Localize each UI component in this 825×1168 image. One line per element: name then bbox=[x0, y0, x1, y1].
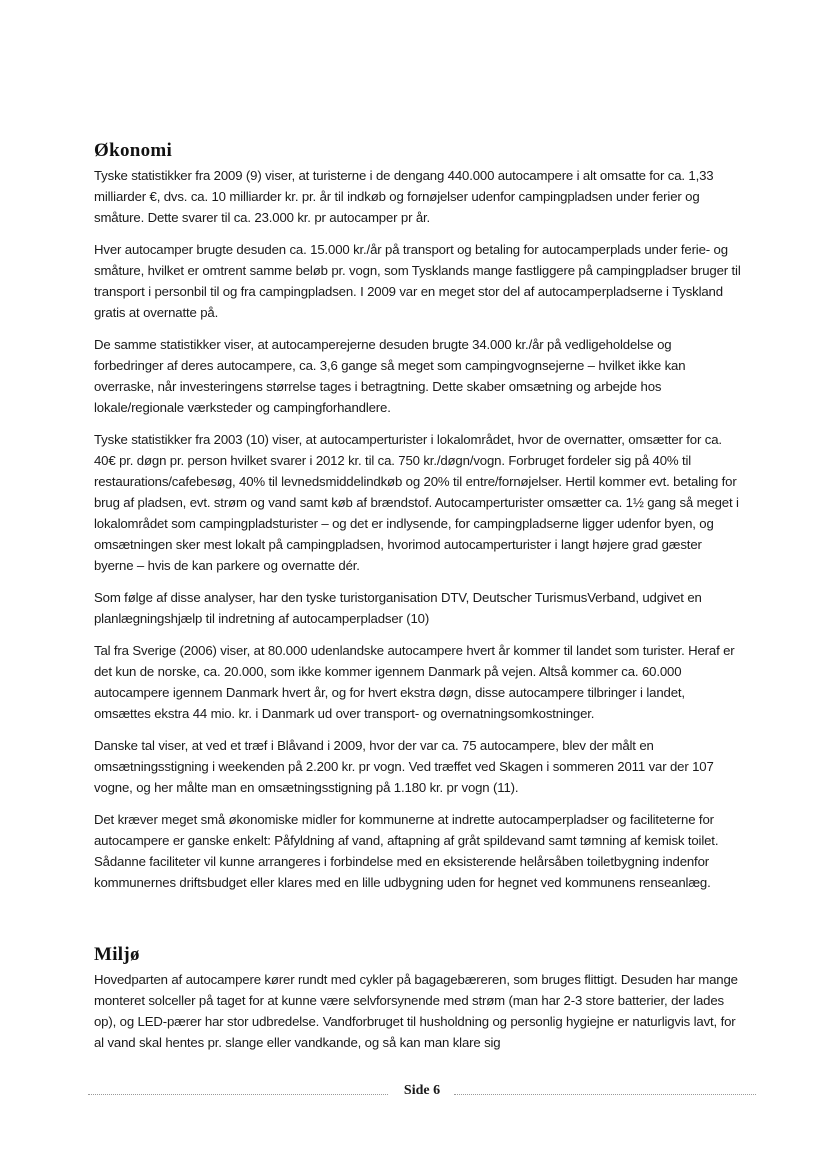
paragraph: De samme statistikker viser, at autocamperejerne desuden brugte 34.000 kr./år på vedligeholdelse og forbedringer af deres autocampere, ca. 3,6 gange så meget som campingvognsejerne – hvilket ikke kan overraske, når investeringens størrelse tages i betragtning. Dette skaber omsætning og arbejde hos lokale/regionale værksteder og campingforhandlere. bbox=[94, 337, 686, 415]
page-number-text: Side 6 bbox=[403, 1083, 441, 1098]
paragraph: Tyske statistikker fra 2009 (9) viser, at turisterne i de dengang 440.000 autocampere i alt omsatte for ca. 1,33 milliarder €, dvs. ca. 10 milliarder kr. pr. år til indkøb og fornøjelser udenfor campingpladsen under ferier og småture. Dette svarer til ca. 23.000 kr. pr autocamper pr år. bbox=[94, 168, 714, 225]
section-heading: Økonomi bbox=[94, 140, 173, 161]
section-miljo bbox=[94, 944, 744, 1064]
paragraph: Tyske statistikker fra 2003 (10) viser, at autocamperturister i lokalområdet, hvor de overnatter, omsætter for ca. 40€ pr. døgn pr. person hvilket svarer i 2012 kr. til ca. 750 kr./døgn/vogn. Forbruget fordeler sig på 40% til restaurations/cafebesøg, 40% til levnedsmiddelindkøb og 20% til entre/fornøjelser. Hertil kommer evt. betaling for brug af pladsen, evt. strøm og vand samt køb af brændstof. Autocamperturister omsætter ca. 1½ gang så meget i lokalområdet som campingpladsturister – og det er indlysende, for campingpladserne ligger udenfor byen, og omsætningen sker mest lokalt på campingpladsen, hvorimod autocamperturister i langt højere grad gæster byerne – hvis de kan parkere og overnatte dér. bbox=[94, 432, 739, 573]
paragraph: Som følge af disse analyser, har den tyske turistorganisation DTV, Deutscher TurismusVerband, udgivet en planlægningshjælp til indretning af autocamperpladser (10) bbox=[94, 590, 702, 626]
section-heading: Miljø bbox=[94, 944, 140, 965]
paragraph: Hovedparten af autocampere kører rundt med cykler på bagagebæreren, som bruges flittigt. Desuden har mange monteret solceller på taget for at kunne være selvforsynende med strøm (man har 2-3 store batterier, der lades op), og LED-pærer har stor udbredelse. Vandforbruget til husholdning og personlig hygiejne er naturligvis lavt, for al vand skal hentes pr. slange eller vandkande, og så kan man klare sig bbox=[94, 972, 738, 1050]
paragraph: Tal fra Sverige (2006) viser, at 80.000 udenlandske autocampere hvert år kommer til landet som turister. Heraf er det kun de norske, ca. 20.000, som ikke kommer igennem Danmark på vejen. Altså kommer ca. 60.000 autocampere igennem Danmark hvert år, og for hvert ekstra døgn, disse autocampere tilbringer i landet, omsættes ekstra 44 mio. kr. i Danmark ud over transport- og overnatningsomkostninger. bbox=[94, 643, 735, 721]
footer-divider-right bbox=[454, 1094, 756, 1095]
page-footer bbox=[88, 1083, 756, 1103]
paragraph: Hver autocamper brugte desuden ca. 15.000 kr./år på transport og betaling for autocamperplads under ferie- og småture, hvilket er omtrent samme beløb pr. vogn, som Tysklands mange fastliggere på campingpladser bruger til transport i personbil til og fra campingpladsen. I 2009 var en meget stor del af autocamperpladserne i Tyskland gratis at overnatte på. bbox=[94, 242, 741, 320]
footer-divider-left bbox=[88, 1094, 388, 1095]
section-okonomi bbox=[94, 140, 744, 904]
paragraph: Det kræver meget små økonomiske midler for kommunerne at indrette autocamperpladser og faciliteterne for autocampere er ganske enkelt: Påfyldning af vand, aftapning af gråt spildevand samt tømning af kemisk toilet. Sådanne faciliteter vil kunne arrangeres i forbindelse med en eksisterende helårsåben toiletbygning indenfor kommunernes driftsbudget eller klares med en lille udbygning uden for hegnet ved kommunens renseanlæg. bbox=[94, 812, 719, 890]
page-number bbox=[394, 1083, 450, 1099]
paragraph: Danske tal viser, at ved et træf i Blåvand i 2009, hvor der var ca. 75 autocampere, blev der målt en omsætningsstigning i weekenden på 2.200 kr. pr vogn. Ved træffet ved Skagen i sommeren 2011 var der 107 vogne, og her målte man en omsætningsstigning på 1.180 kr. pr vogn (11). bbox=[94, 738, 714, 795]
